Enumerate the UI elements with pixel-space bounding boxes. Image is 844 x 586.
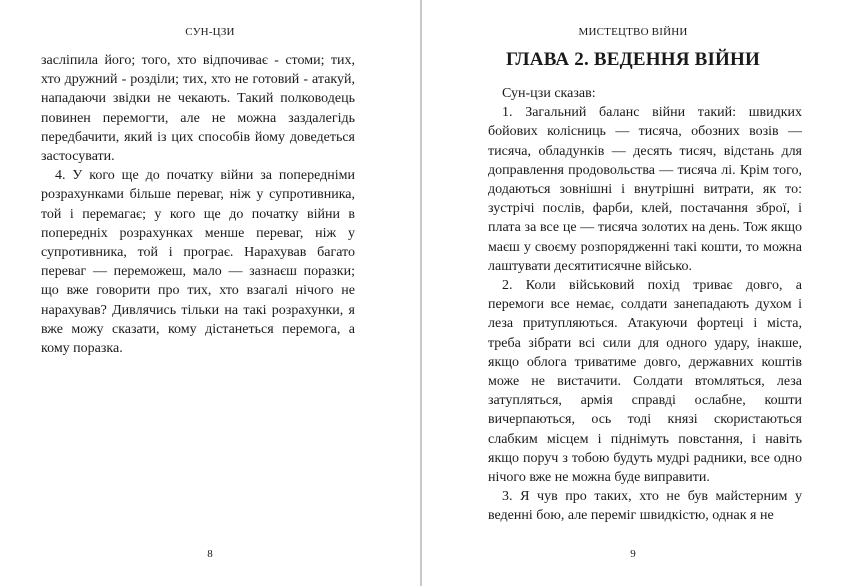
paragraph: 1. Загальний баланс війни такий: швидких бойових колісниць — тисяча, обозних возів — тисяча, обладунків — десять тисяч, відстань для доправлення продовольства — тисяча лі. Крім того, додаються зовнішні і внутрішні витрати, як то: зустрічі послів, фарби, клей, постачання зброї, і плата за все це — тисяча золотих на день. Тож якщо маєш у своєму розпорядженні такі кошти, то можна лаштувати десятитисячне військо. (488, 105, 802, 274)
running-head: СУН-ЦЗИ (185, 26, 235, 38)
page-number: 8 (207, 548, 213, 560)
running-head: МИСТЕЦТВО ВІЙНИ (578, 26, 688, 38)
page-body (488, 84, 802, 526)
paragraph: засліпила його; того, хто відпочиває - стоми; тих, хто дружний - розділи; тих, хто не готовий - атакуй, нападаючи звідки не чекають. Такий полководець повинен перемогти, але не можна заздалегідь передбачити, який із цих способів йому доведеться застосувати. (41, 53, 355, 165)
paragraph: Сун-цзи сказав: (502, 86, 596, 101)
chapter-title: ГЛАВА 2. ВЕДЕННЯ ВІЙНИ (506, 49, 760, 70)
left-page (0, 0, 420, 586)
right-page (422, 0, 844, 586)
page-number: 9 (630, 548, 636, 560)
paragraph: 2. Коли військовий похід триває довго, а перемоги все немає, солдати занепадають духом і леза притупляються. Атакуючи фортеці і міста, треба зібрати всі сили для одного удару, інакше, якщо облога триватиме довго, державних коштів може не вистачити. Солдати втомляться, леза затупляться, армія справді ослабне, кошти вичерпаються, ось тоді князі скористаються слабким місцем і піднімуть повстання, і навіть якщо поруч з тобою будуть мудрі радники, все одно нічого вже не можна буде виправити. (488, 278, 802, 486)
paragraph: 3. Я чув про таких, хто не був майстерним у веденні бою, але переміг швидкістю, однак я не (488, 489, 802, 524)
paragraph: 4. У кого ще до початку війни за попередніми розрахунками більше переваг, ніж у супротивника, той і перемагає; у кого ще до початку війни в попередніх розрахунках менше переваг, ніж у супротивника, той і програє. Нарахував багато переваг — переможеш, мало — зазнаєш поразки; що вже говорити про тих, хто взагалі нічого не нарахував? Дивлячись тільки на такі розрахунки, я вже можу сказати, кому дістанеться перемога, а кому поразка. (41, 168, 355, 357)
page-body (41, 51, 355, 358)
